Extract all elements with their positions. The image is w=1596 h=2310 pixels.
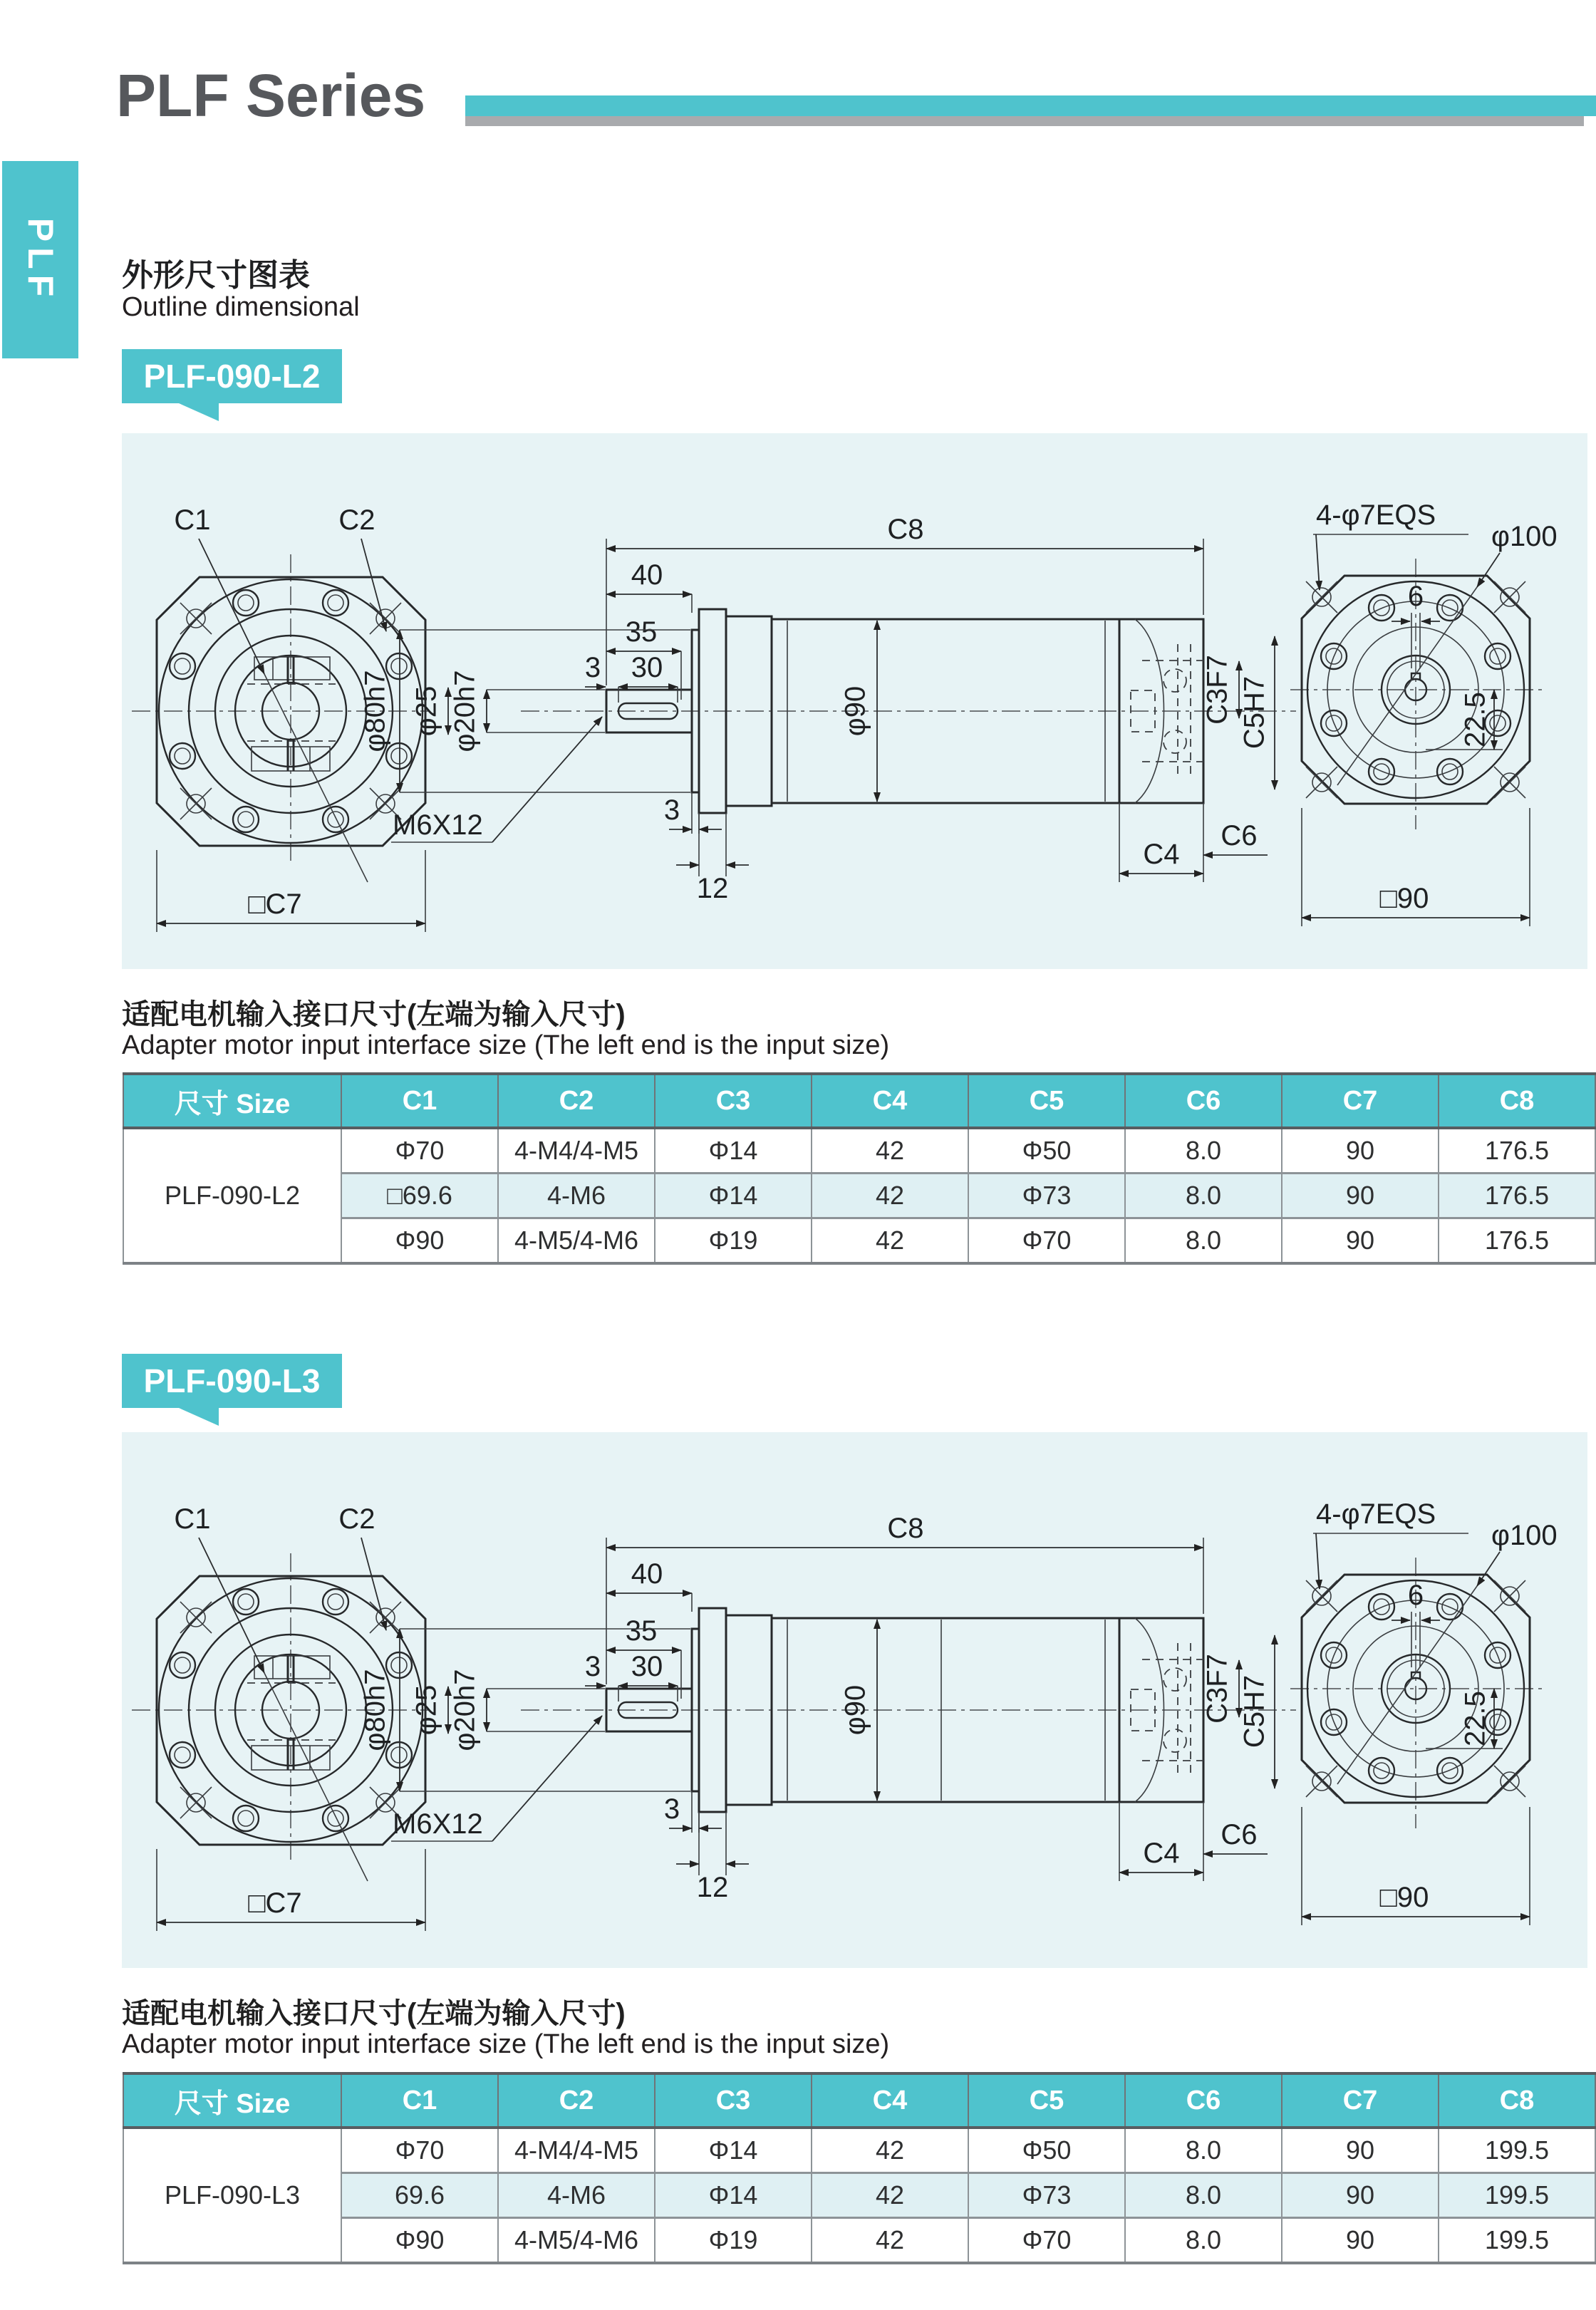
dim-dia25: φ25: [410, 685, 442, 737]
cell: 90: [1282, 1218, 1439, 1264]
section-heading-zh: 外形尺寸图表: [122, 258, 310, 293]
label-c2: C2: [338, 504, 375, 536]
col-header-c4: C4: [812, 1074, 968, 1128]
cell: 8.0: [1125, 1218, 1282, 1264]
dim-22-5: 22.5: [1459, 692, 1491, 747]
col-header-c3: C3: [655, 1074, 812, 1128]
cell: 8.0: [1125, 2128, 1282, 2173]
cell: Φ14: [655, 1174, 812, 1218]
cell: 90: [1282, 1128, 1439, 1174]
dim-dia80: φ80h7: [359, 1669, 391, 1751]
spec-table-plf-090-l2: [123, 1072, 1596, 1265]
dim-22-5: 22.5: [1459, 1691, 1491, 1746]
badge-label: PLF-090-L2: [143, 358, 321, 395]
cell: Φ70: [968, 2218, 1125, 2264]
cell: 199.5: [1439, 2218, 1595, 2264]
cell: 4-M4/4-M5: [498, 2128, 655, 2173]
table-row: [123, 2218, 1595, 2264]
table-row: [123, 1218, 1595, 1264]
dim-c7: □C7: [248, 889, 302, 920]
cell: 4-M6: [498, 1174, 655, 1218]
dim-c3f7: C3F7: [1201, 1654, 1233, 1724]
drawing-area-plf-090-l2: [122, 433, 1587, 969]
dim-3-top: 3: [584, 652, 601, 683]
cell: Φ14: [655, 2128, 812, 2173]
cell: 176.5: [1439, 1174, 1595, 1218]
cell: 4-M5/4-M6: [498, 2218, 655, 2264]
badge-label: PLF-090-L3: [143, 1362, 321, 1399]
dim-dia25: φ25: [410, 1684, 442, 1736]
dim-3-bottom: 3: [663, 794, 680, 826]
label-dia100: φ100: [1491, 1520, 1558, 1551]
col-header-c8: C8: [1439, 2073, 1595, 2128]
badge-tail: [179, 1408, 219, 1426]
cell: 199.5: [1439, 2173, 1595, 2218]
dim-35: 35: [625, 1615, 658, 1647]
dim-c4: C4: [1143, 1838, 1180, 1869]
dim-dia20: φ20h7: [449, 1669, 481, 1751]
col-header-c1: C1: [341, 2073, 498, 2128]
label-eqs: 4-φ7EQS: [1316, 1498, 1436, 1530]
table-row: [123, 1128, 1595, 1174]
col-header-size: 尺寸 Size: [123, 1074, 341, 1128]
dim-6: 6: [1407, 1580, 1424, 1611]
cell: 176.5: [1439, 1218, 1595, 1264]
dim-m6x12: M6X12: [393, 809, 483, 841]
cell: 42: [812, 1174, 968, 1218]
side-tab-label: PLF: [20, 217, 61, 302]
cell: 4-M4/4-M5: [498, 1128, 655, 1174]
cell: 42: [812, 2128, 968, 2173]
col-header-c5: C5: [968, 2073, 1125, 2128]
side-view: [360, 514, 1296, 904]
dim-30: 30: [631, 652, 663, 683]
rear-view: [1290, 1498, 1558, 1925]
side-tab-plf: [2, 161, 78, 358]
label-c2: C2: [338, 1503, 375, 1535]
badge-plf-090-l3: [122, 1354, 342, 1408]
dim-12: 12: [696, 1872, 729, 1903]
label-eqs: 4-φ7EQS: [1316, 499, 1436, 531]
dim-6: 6: [1407, 581, 1424, 612]
dim-30: 30: [631, 1651, 663, 1682]
cell: 42: [812, 2218, 968, 2264]
table-row: [123, 2173, 1595, 2218]
cell: 42: [812, 1218, 968, 1264]
dim-c7: □C7: [248, 1887, 302, 1919]
cell: Φ90: [341, 1218, 498, 1264]
label-c1: C1: [174, 1503, 211, 1535]
dim-sq90: □90: [1379, 1882, 1429, 1913]
table-note-en: Adapter motor input interface size (The left end is the input size): [122, 2029, 890, 2059]
table-note-zh: 适配电机输入接口尺寸(左端为输入尺寸): [122, 999, 626, 1030]
col-header-c1: C1: [341, 1074, 498, 1128]
table-row: [123, 2128, 1595, 2173]
cell: 90: [1282, 1174, 1439, 1218]
dim-c8: C8: [887, 1513, 924, 1544]
cell: Φ70: [341, 2128, 498, 2173]
col-header-c7: C7: [1282, 1074, 1439, 1128]
dim-c6: C6: [1221, 820, 1258, 851]
cell: 8.0: [1125, 1174, 1282, 1218]
cell: Φ14: [655, 1128, 812, 1174]
dim-c5h7: C5H7: [1238, 675, 1270, 750]
dim-40: 40: [631, 559, 663, 591]
col-header-c5: C5: [968, 1074, 1125, 1128]
col-header-c4: C4: [812, 2073, 968, 2128]
dim-c6: C6: [1221, 1819, 1258, 1850]
outline-drawing-plf-090-l3: [122, 1432, 1587, 1968]
cell: 8.0: [1125, 1128, 1282, 1174]
col-header-c6: C6: [1125, 2073, 1282, 2128]
dim-dia80: φ80h7: [359, 670, 391, 752]
cell: 90: [1282, 2218, 1439, 2264]
title-accent-bar: [465, 95, 1596, 116]
cell: Φ50: [968, 2128, 1125, 2173]
spec-table-plf-090-l3: [123, 2072, 1596, 2264]
col-header-size: 尺寸 Size: [123, 2073, 341, 2128]
dim-sq90: □90: [1379, 883, 1429, 914]
label-c1: C1: [174, 504, 211, 536]
badge-plf-090-l2: [122, 349, 342, 403]
cell: 199.5: [1439, 2128, 1595, 2173]
dim-40: 40: [631, 1558, 663, 1590]
cell: Φ50: [968, 1128, 1125, 1174]
dim-3-top: 3: [584, 1651, 601, 1682]
dim-dia20: φ20h7: [449, 670, 481, 752]
cell: 8.0: [1125, 2218, 1282, 2264]
dim-dia90: φ90: [839, 1684, 871, 1736]
col-header-c6: C6: [1125, 1074, 1282, 1128]
cell: □69.6: [341, 1174, 498, 1218]
cell: Φ90: [341, 2218, 498, 2264]
cell: Φ73: [968, 1174, 1125, 1218]
cell: Φ19: [655, 2218, 812, 2264]
col-header-c8: C8: [1439, 1074, 1595, 1128]
cell: Φ14: [655, 2173, 812, 2218]
cell: 42: [812, 2173, 968, 2218]
cell: 4-M5/4-M6: [498, 1218, 655, 1264]
cell: Φ19: [655, 1218, 812, 1264]
col-header-c3: C3: [655, 2073, 812, 2128]
dim-m6x12: M6X12: [393, 1808, 483, 1840]
size-name-cell: PLF-090-L2: [123, 1128, 341, 1263]
table-row: [123, 1174, 1595, 1218]
cell: 90: [1282, 2173, 1439, 2218]
cell: 69.6: [341, 2173, 498, 2218]
cell: Φ70: [968, 1218, 1125, 1264]
rear-view: [1290, 499, 1558, 926]
table-header-row: [123, 2073, 1595, 2128]
label-dia100: φ100: [1491, 521, 1558, 552]
cell: 176.5: [1439, 1128, 1595, 1174]
size-name-cell: PLF-090-L3: [123, 2128, 341, 2263]
dim-35: 35: [625, 616, 658, 648]
dim-c3f7: C3F7: [1201, 655, 1233, 725]
cell: 90: [1282, 2128, 1439, 2173]
drawing-area-plf-090-l3: [122, 1432, 1587, 1968]
col-header-c2: C2: [498, 1074, 655, 1128]
page-title: PLF Series: [116, 62, 426, 129]
table-note-en: Adapter motor input interface size (The left end is the input size): [122, 1030, 890, 1060]
cell: Φ73: [968, 2173, 1125, 2218]
cell: 42: [812, 1128, 968, 1174]
col-header-c7: C7: [1282, 2073, 1439, 2128]
side-view: [360, 1513, 1296, 1903]
cell: 4-M6: [498, 2173, 655, 2218]
dim-3-bottom: 3: [663, 1793, 680, 1825]
dim-dia90: φ90: [839, 685, 871, 737]
col-header-c2: C2: [498, 2073, 655, 2128]
outline-drawing-plf-090-l2: [122, 433, 1587, 969]
dim-c8: C8: [887, 514, 924, 545]
dim-c4: C4: [1143, 839, 1180, 870]
badge-tail: [179, 403, 219, 421]
title-shadow-bar: [465, 116, 1584, 126]
table-header-row: [123, 1074, 1595, 1128]
cell: 8.0: [1125, 2173, 1282, 2218]
section-heading-en: Outline dimensional: [122, 292, 360, 322]
table-note-zh: 适配电机输入接口尺寸(左端为输入尺寸): [122, 1998, 626, 2029]
dim-c5h7: C5H7: [1238, 1674, 1270, 1749]
dim-12: 12: [696, 873, 729, 904]
cell: Φ70: [341, 1128, 498, 1174]
